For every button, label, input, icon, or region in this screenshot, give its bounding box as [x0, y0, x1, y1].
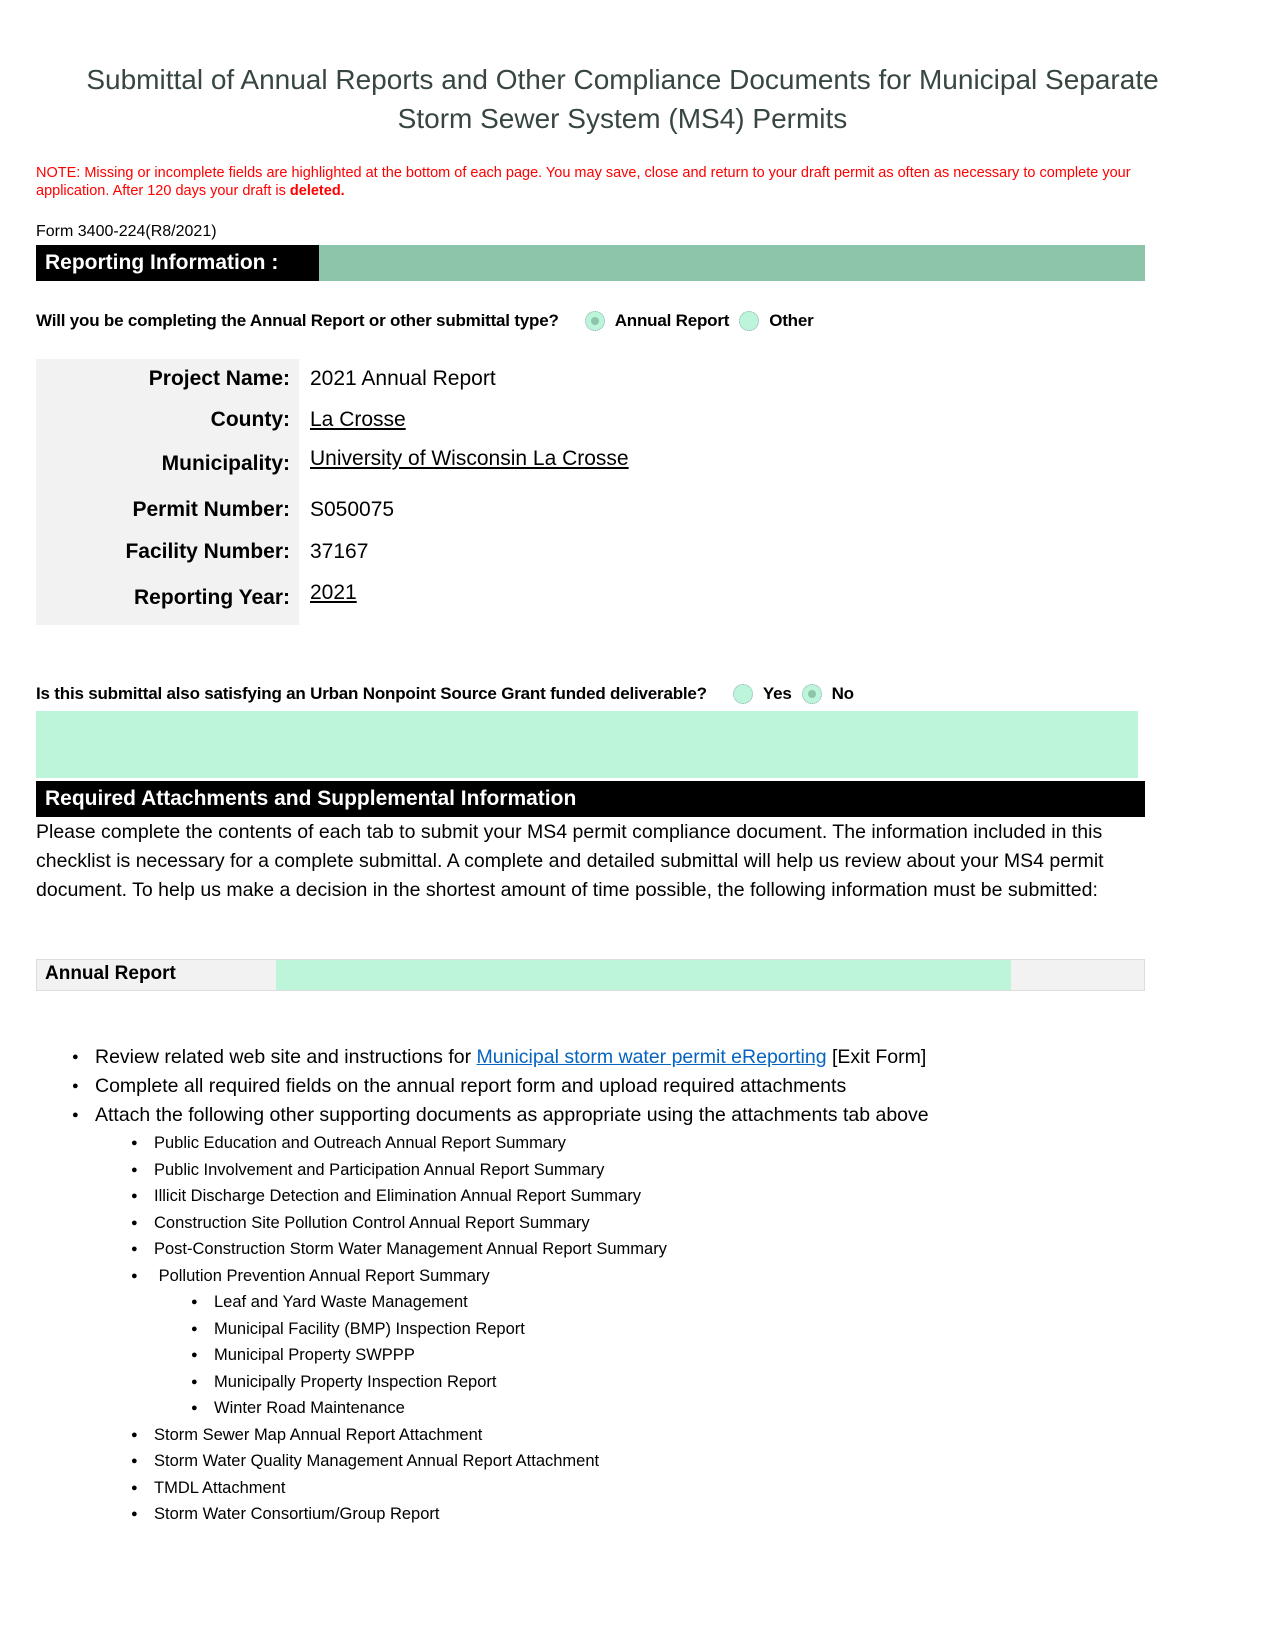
- attachments-header: [36, 781, 1145, 817]
- county-value[interactable]: La Crosse: [310, 408, 406, 431]
- radio-label: No: [831, 684, 854, 703]
- list-item: ● TMDL Attachment: [36, 1475, 1236, 1502]
- list-item: ● Pollution Prevention Annual Report Summary: [36, 1263, 1236, 1290]
- municipality-value[interactable]: University of Wisconsin La Crosse: [310, 447, 629, 470]
- note-text: [36, 164, 1186, 200]
- note-bold: deleted.: [289, 183, 345, 199]
- annual-report-label: Annual Report: [45, 963, 176, 984]
- list-item: ● Public Education and Outreach Annual Report Summary: [36, 1130, 1236, 1157]
- list-item: [36, 1043, 1236, 1072]
- section-title: Required Attachments and Supplemental Information: [45, 787, 577, 810]
- form-number: Form 3400-224(R8/2021): [36, 223, 217, 240]
- radio-label: Other: [769, 311, 814, 330]
- grant-details-area[interactable]: [36, 711, 1138, 778]
- list-item: ● Municipally Property Inspection Report: [36, 1369, 1236, 1396]
- reporting-year-value[interactable]: 2021: [310, 581, 357, 604]
- grant-question: Is this submittal also satisfying an Urban Nonpoint Source Grant funded deliverable?: [36, 684, 707, 703]
- annual-report-row: [36, 959, 1145, 991]
- radio-yes[interactable]: [733, 684, 753, 704]
- list-item: ● Storm Water Quality Management Annual Report Attachment: [36, 1448, 1236, 1475]
- instructions-paragraph: Please complete the contents of each tab to submit your MS4 permit compliance document. The information included in this checklist is necessary for a complete submittal. A complete and detailed submittal will help us review about your MS4 permit document. To help us make a decision in the shortest amount of time possible, the following information must be submitted:: [36, 821, 1104, 901]
- grant-row: [36, 684, 854, 704]
- submittal-type-row: [36, 311, 814, 331]
- municipality-label: Municipality:: [161, 452, 290, 475]
- note-body: NOTE: Missing or incomplete fields are highlighted at the bottom of each page. You may save, close and return to your draft permit as often as necessary to complete your application. After 120 days your draft is: [36, 165, 1131, 199]
- list-item: ● Municipal Property SWPPP: [36, 1342, 1236, 1369]
- bullet-text: Review related web site and instructions for: [95, 1046, 477, 1068]
- project-name-label: Project Name:: [148, 367, 290, 390]
- facility-number-value[interactable]: 37167: [310, 540, 369, 563]
- list-item: ● Post-Construction Storm Water Management Annual Report Summary: [36, 1236, 1236, 1263]
- facility-number-label: Facility Number:: [125, 540, 290, 563]
- list-item: ● Complete all required fields on the annual report form and upload required attachments: [36, 1072, 1236, 1101]
- project-name-value[interactable]: 2021 Annual Report: [310, 367, 496, 390]
- grant-radios: [733, 684, 854, 704]
- radio-label: Yes: [762, 684, 792, 703]
- requirements-list: [36, 1043, 1236, 1528]
- permit-number-label: Permit Number:: [132, 498, 290, 521]
- list-item: ● Construction Site Pollution Control Annual Report Summary: [36, 1210, 1236, 1237]
- reporting-info-header: [36, 245, 1145, 281]
- ereporting-link[interactable]: Municipal storm water permit eReporting: [476, 1046, 827, 1068]
- county-label: County:: [210, 408, 290, 431]
- list-item: ● Attach the following other supporting documents as appropriate using the attachments tab above: [36, 1101, 1236, 1130]
- permit-number-value[interactable]: S050075: [310, 498, 395, 521]
- radio-no[interactable]: [802, 684, 822, 704]
- list-item: ● Storm Sewer Map Annual Report Attachment: [36, 1422, 1236, 1449]
- section-title: Reporting Information :: [36, 245, 319, 281]
- annual-report-field[interactable]: [276, 960, 1011, 990]
- radio-other[interactable]: [739, 311, 759, 331]
- page-title: Submittal of Annual Reports and Other Compliance Documents for Municipal Separate Storm Sewer System (MS4) Permits: [86, 64, 1159, 134]
- radio-label: Annual Report: [614, 311, 730, 330]
- list-item: ● Illicit Discharge Detection and Elimination Annual Report Summary: [36, 1183, 1236, 1210]
- list-item: ● Public Involvement and Participation Annual Report Summary: [36, 1157, 1236, 1184]
- list-item: ● Winter Road Maintenance: [36, 1395, 1236, 1422]
- bullet-text: [Exit Form]: [826, 1046, 927, 1068]
- list-item: ● Storm Water Consortium/Group Report: [36, 1501, 1236, 1528]
- list-item: ● Municipal Facility (BMP) Inspection Report: [36, 1316, 1236, 1343]
- reporting-year-label: Reporting Year:: [134, 586, 290, 609]
- submittal-type-question: Will you be completing the Annual Report or other submittal type?: [36, 311, 559, 330]
- radio-annual-report[interactable]: [585, 311, 605, 331]
- list-item: ● Leaf and Yard Waste Management: [36, 1289, 1236, 1316]
- submittal-type-radios: [585, 311, 814, 331]
